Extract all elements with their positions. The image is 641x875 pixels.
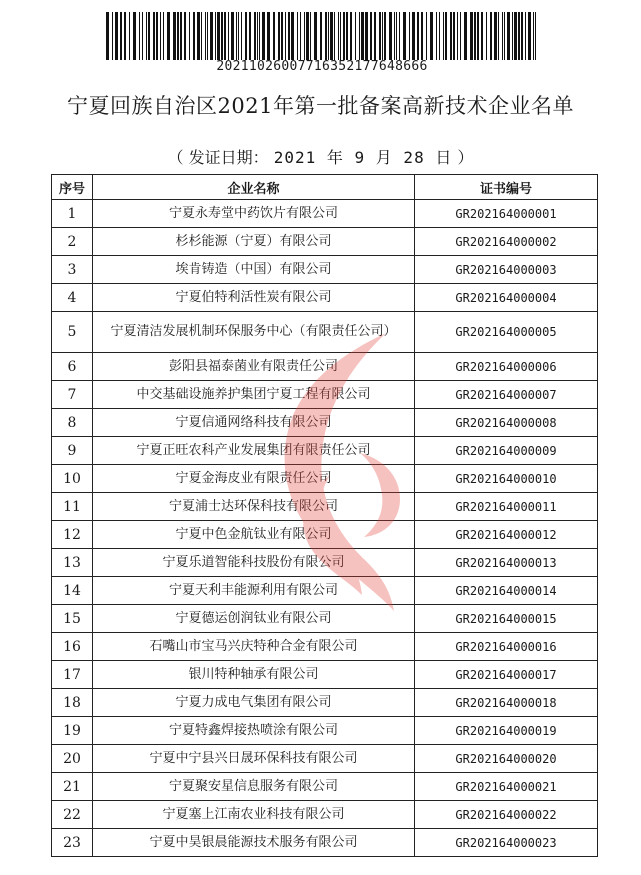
barcode-bar [306, 12, 309, 60]
barcode-bar [310, 12, 311, 60]
row-certificate-number: GR202164000022 [415, 801, 598, 829]
barcode-bar [412, 12, 415, 60]
row-certificate-number: GR202164000020 [415, 745, 598, 773]
barcode-bar [328, 12, 329, 60]
row-certificate-number: GR202164000012 [415, 521, 598, 549]
row-index: 10 [52, 465, 93, 493]
row-certificate-number: GR202164000021 [415, 773, 598, 801]
row-certificate-number: GR202164000014 [415, 577, 598, 605]
barcode-bar [512, 12, 513, 60]
barcode-bar [291, 12, 294, 60]
table-row [52, 521, 598, 549]
barcode-bar [359, 12, 360, 60]
row-index: 23 [52, 829, 93, 857]
barcode-bar [215, 12, 216, 60]
barcode-bar [436, 12, 437, 60]
table-row [52, 829, 598, 857]
row-certificate-number: GR202164000006 [415, 353, 598, 381]
barcode-bar [257, 12, 258, 60]
table-row [52, 745, 598, 773]
row-certificate-number: GR202164000015 [415, 605, 598, 633]
row-index: 5 [52, 312, 93, 353]
row-index: 4 [52, 284, 93, 312]
row-index: 16 [52, 633, 93, 661]
barcode-bar [453, 12, 455, 60]
barcode-bar [314, 12, 317, 60]
barcode-bar [201, 12, 202, 60]
barcode-bar [112, 12, 113, 60]
barcode-bar [197, 12, 200, 60]
row-certificate-number: GR202164000009 [415, 437, 598, 465]
barcode-bar [115, 12, 118, 60]
row-index: 11 [52, 493, 93, 521]
barcode-bar [133, 12, 136, 60]
barcode-bar [426, 12, 427, 60]
table-row [52, 200, 598, 228]
barcode-bar [210, 12, 213, 60]
table-row [52, 493, 598, 521]
row-company-name: 宁夏乐道智能科技股份有限公司 [93, 549, 415, 577]
page-title: 宁夏回族自治区2021年第一批备案高新技术企业名单 [67, 94, 574, 118]
barcode-bar [474, 12, 476, 60]
table-row [52, 689, 598, 717]
row-index: 3 [52, 256, 93, 284]
barcode-bar [241, 12, 242, 60]
barcode-bar [370, 12, 372, 60]
row-certificate-number: GR202164000005 [415, 312, 598, 353]
barcode-bar [236, 12, 237, 60]
barcode-bar [389, 12, 392, 60]
row-index: 9 [52, 437, 93, 465]
row-index: 7 [52, 381, 93, 409]
barcode-bar [262, 12, 265, 60]
barcode-bar [403, 12, 406, 60]
issue-date-value: 2021 年 9 月 28 日 [273, 148, 453, 167]
row-company-name: 宁夏永寿堂中药饮片有限公司 [93, 200, 415, 228]
barcode-bar [163, 12, 164, 60]
enterprise-table [51, 174, 598, 857]
barcode-bar [254, 12, 256, 60]
barcode-bar [156, 12, 158, 60]
header-certificate-number: 证书编号 [415, 175, 598, 200]
row-company-name: 宁夏金海皮业有限责任公司 [93, 465, 415, 493]
barcode-bar [445, 12, 447, 60]
row-index: 17 [52, 661, 93, 689]
barcode-bar [245, 12, 247, 60]
barcode-bar [535, 12, 536, 60]
barcode-bar [267, 12, 270, 60]
barcode-bar [384, 12, 386, 60]
barcode-bar [494, 12, 497, 60]
barcode-bar [481, 12, 483, 60]
barcode-bar [221, 12, 223, 60]
barcode-bar [394, 12, 395, 60]
row-company-name: 宁夏特鑫焊接热喷涂有限公司 [93, 717, 415, 745]
barcode-icon [104, 12, 540, 60]
barcode-number: 20211026007716352177648666 [216, 59, 428, 74]
row-company-name: 宁夏中昊银晨能源技术服务有限公司 [93, 829, 415, 857]
row-company-name: 宁夏浦士达环保科技有限公司 [93, 493, 415, 521]
barcode-bar [340, 12, 341, 60]
barcode-bar [238, 12, 239, 60]
row-company-name: 彭阳县福泰菌业有限责任公司 [93, 353, 415, 381]
table-row [52, 381, 598, 409]
row-index: 14 [52, 577, 93, 605]
row-company-name: 石嘴山市宝马兴庆特种合金有限公司 [93, 633, 415, 661]
table-row [52, 605, 598, 633]
table-row [52, 256, 598, 284]
barcode-bar [224, 12, 226, 60]
barcode-bar [464, 12, 467, 60]
row-index: 1 [52, 200, 93, 228]
barcode-bar [355, 12, 356, 60]
table-row [52, 437, 598, 465]
row-certificate-number: GR202164000003 [415, 256, 598, 284]
row-company-name: 埃肯铸造（中国）有限公司 [93, 256, 415, 284]
barcode-bar [486, 12, 487, 60]
barcode-bar [498, 12, 499, 60]
barcode-bar [490, 12, 492, 60]
barcode-bar [142, 12, 143, 60]
row-company-name: 中交基础设施养护集团宁夏工程有限公司 [93, 381, 415, 409]
row-company-name: 宁夏清洁发展机制环保服务中心（有限责任公司） [93, 312, 415, 353]
barcode-bar [533, 12, 534, 60]
issue-date-suffix: ） [457, 148, 474, 167]
barcode-bar [193, 12, 195, 60]
row-company-name: 宁夏正旺农科产业发展集团有限责任公司 [93, 437, 415, 465]
barcode-bar [417, 12, 419, 60]
barcode-bar [525, 12, 526, 60]
barcode-bar [338, 12, 339, 60]
row-certificate-number: GR202164000023 [415, 829, 598, 857]
row-index: 8 [52, 409, 93, 437]
barcode-bar [259, 12, 260, 60]
row-company-name: 宁夏中宁县兴日晟环保科技有限公司 [93, 745, 415, 773]
issue-date-prefix: （ 发证日期： [167, 148, 269, 167]
barcode-bar [457, 12, 458, 60]
barcode-bar [330, 12, 333, 60]
barcode-bar [334, 12, 335, 60]
barcode-bar [300, 12, 301, 60]
barcode-bar [346, 12, 348, 60]
header-company-name: 企业名称 [93, 175, 415, 200]
issue-date-line [0, 145, 641, 168]
barcode-bar [205, 12, 206, 60]
barcode-bar [129, 12, 130, 60]
row-company-name: 宁夏聚安星信息服务有限公司 [93, 773, 415, 801]
barcode-bar [343, 12, 345, 60]
table-row [52, 284, 598, 312]
barcode-bar [273, 12, 275, 60]
row-index: 22 [52, 801, 93, 829]
row-certificate-number: GR202164000013 [415, 549, 598, 577]
row-index: 13 [52, 549, 93, 577]
row-certificate-number: GR202164000010 [415, 465, 598, 493]
row-index: 21 [52, 773, 93, 801]
row-certificate-number: GR202164000016 [415, 633, 598, 661]
barcode-bar [249, 12, 251, 60]
table-row [52, 353, 598, 381]
barcode-bar [450, 12, 452, 60]
barcode-bar [528, 12, 531, 60]
table-row [52, 465, 598, 493]
row-certificate-number: GR202164000004 [415, 284, 598, 312]
barcode-bar [382, 12, 383, 60]
barcode-bar [320, 12, 322, 60]
barcode-bar [281, 12, 283, 60]
barcode-bar [217, 12, 220, 60]
barcode-bar [409, 12, 410, 60]
table-row [52, 633, 598, 661]
header-index: 序号 [52, 175, 93, 200]
barcode-bar [477, 12, 479, 60]
row-certificate-number: GR202164000002 [415, 228, 598, 256]
row-company-name: 宁夏信通网络科技有限公司 [93, 409, 415, 437]
barcode-bar [106, 12, 109, 60]
table-row [52, 773, 598, 801]
table-row [52, 409, 598, 437]
barcode-bar [502, 12, 503, 60]
barcode-bar [228, 12, 229, 60]
row-index: 20 [52, 745, 93, 773]
barcode-bar [396, 12, 397, 60]
table-row [52, 661, 598, 689]
row-company-name: 银川特种轴承有限公司 [93, 661, 415, 689]
barcode-bar [148, 12, 150, 60]
barcode-bar [399, 12, 400, 60]
row-index: 6 [52, 353, 93, 381]
barcode-bar [285, 12, 286, 60]
row-certificate-number: GR202164000008 [415, 409, 598, 437]
barcode-bar [278, 12, 280, 60]
barcode-bar [365, 12, 368, 60]
table-row [52, 801, 598, 829]
barcode-bar [361, 12, 364, 60]
row-certificate-number: GR202164000019 [415, 717, 598, 745]
row-company-name: 宁夏塞上江南农业科技有限公司 [93, 801, 415, 829]
row-index: 12 [52, 521, 93, 549]
table-row [52, 228, 598, 256]
row-certificate-number: GR202164000017 [415, 661, 598, 689]
barcode-bar [173, 12, 176, 60]
row-company-name: 宁夏中色金航钛业有限公司 [93, 521, 415, 549]
barcode-bar [288, 12, 290, 60]
barcode-bar [177, 12, 179, 60]
row-company-name: 宁夏德运创润钛业有限公司 [93, 605, 415, 633]
barcode-bar [374, 12, 376, 60]
row-certificate-number: GR202164000018 [415, 689, 598, 717]
row-index: 2 [52, 228, 93, 256]
barcode-bar [146, 12, 147, 60]
row-index: 19 [52, 717, 93, 745]
barcode-bar [207, 12, 208, 60]
table-row [52, 312, 598, 353]
barcode-bar [521, 12, 523, 60]
barcode-bar [184, 12, 186, 60]
barcode-bar [153, 12, 155, 60]
row-certificate-number: GR202164000001 [415, 200, 598, 228]
barcode-bar [124, 12, 126, 60]
barcode-bar [421, 12, 423, 60]
row-index: 18 [52, 689, 93, 717]
barcode-bar [189, 12, 190, 60]
barcode-bar [518, 12, 520, 60]
barcode-bar [443, 12, 444, 60]
barcode-bar [180, 12, 182, 60]
row-company-name: 宁夏力成电气集团有限公司 [93, 689, 415, 717]
barcode-bar [460, 12, 461, 60]
table-row [52, 577, 598, 605]
barcode-bar [304, 12, 305, 60]
barcode-bar [350, 12, 352, 60]
row-company-name: 宁夏天利丰能源利用有限公司 [93, 577, 415, 605]
row-company-name: 宁夏伯特利活性炭有限公司 [93, 284, 415, 312]
row-certificate-number: GR202164000007 [415, 381, 598, 409]
barcode-bar [120, 12, 122, 60]
barcode-bar [507, 12, 510, 60]
barcode-bar [470, 12, 473, 60]
barcode-bar [504, 12, 505, 60]
barcode-bar [160, 12, 161, 60]
row-certificate-number: GR202164000011 [415, 493, 598, 521]
row-company-name: 杉杉能源（宁夏）有限公司 [93, 228, 415, 256]
table-row [52, 549, 598, 577]
barcode-bar [325, 12, 327, 60]
barcode-bar [231, 12, 234, 60]
table-header-row [52, 175, 598, 200]
barcode-bar [379, 12, 381, 60]
barcode-bar [430, 12, 433, 60]
row-index: 15 [52, 605, 93, 633]
table-row [52, 717, 598, 745]
barcode-bar [514, 12, 517, 60]
barcode-bar [167, 12, 170, 60]
barcode-bar [439, 12, 440, 60]
barcode-bar [139, 12, 140, 60]
barcode-bar [297, 12, 298, 60]
